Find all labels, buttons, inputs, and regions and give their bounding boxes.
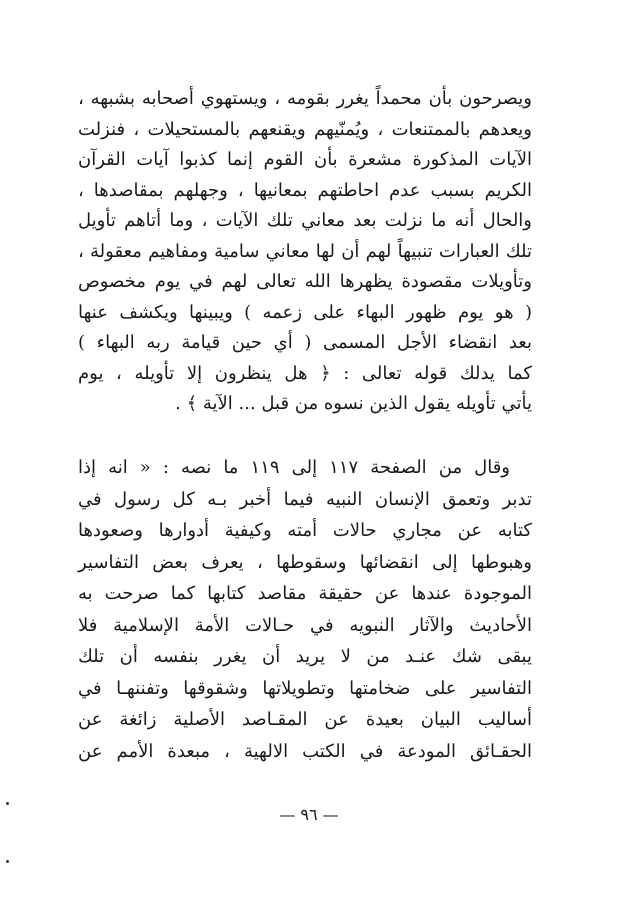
text-line: والحال أنه ما نزلت بعد معاني تلك الآيات ، وما أتاهم تأويل	[78, 210, 532, 231]
text-line: تدبر وتعمق الإنسان النبيه فيما أخبر بـه كل رسول في	[78, 488, 532, 510]
text-line: أساليب البيان بعيدة عن المقـاصد الأصلية زائغة عن	[78, 709, 532, 730]
text-line: ( هو يوم ظهور البهاء على زعمه ) ويبينها ويكشف عنها	[78, 301, 532, 323]
scan-speck	[6, 802, 9, 805]
text-line: ويصرحون بأن محمداً يغرر بقومه ، ويستهوي أصحابه بشبهه ،	[78, 88, 532, 109]
text-line: كتابه عن مجاري حالات أمته وكيفية أدوارها وصعودها	[78, 520, 532, 541]
text-line: الأحاديث والآثار النبويه في حـالات الأمة الإسلامية فلا	[78, 614, 532, 636]
text-line: بعد انقضاء الأجل المسمى ( أي حين قيامة ربه البهاء )	[78, 332, 532, 353]
text-line: ويعدهم بالممتنعات ، ويُمنّيهم ويقنعهم بالمستحيلات ، فنزلت	[78, 118, 532, 140]
text-line: يبقى شك عنـد من لا يريد أن يغرر بنفسه أن تلك	[78, 646, 532, 667]
text-line: الكريم بسبب عدم احاطتهم بمعانيها ، وجهلهم بمقاصدها ،	[78, 179, 532, 201]
text-line: تلك العبارات تنبيهاً لهم أن لها معاني سامية ومفاهيم معقولة ،	[78, 240, 532, 262]
scan-speck	[6, 860, 9, 863]
text-line: الآيات المذكورة مشعرة بأن القوم إنما كذبوا آيات القرآن	[78, 149, 532, 170]
text-line: وقال من الصفحة ١١٧ إلى ١١٩ ما نصه : « انه إذا	[78, 457, 511, 478]
page-number: — ٩٦ —	[279, 805, 339, 824]
text-line: وهبوطها إلى انقضائها وسقوطها ، يعرف بعض التفاسير	[78, 551, 532, 573]
paragraph-2	[78, 452, 532, 767]
paragraph-1	[78, 84, 532, 420]
text-line: التفاسير على ضخامتها وتطويلاتها وشقوقها وتفننهـا في	[78, 677, 532, 699]
text-line: الحقـائق المودعة في الكتب الالهية ، مبعدة الأمم عن	[78, 740, 532, 762]
text-line: يأتي تأويله يقول الذين نسوه من قبل ... الآية ﴾ .	[175, 393, 532, 414]
text-line: وتأويلات مقصودة يظهرها الله تعالى لهم في يوم مخصوص	[78, 271, 532, 292]
text-line: كما يدلك قوله تعالى : ﴿ هل ينظرون إلا تأويله ، يوم	[78, 362, 532, 384]
text-line: الموجودة عندها عن حقيقة مقاصد كتابها كما صرحت به	[78, 583, 532, 604]
